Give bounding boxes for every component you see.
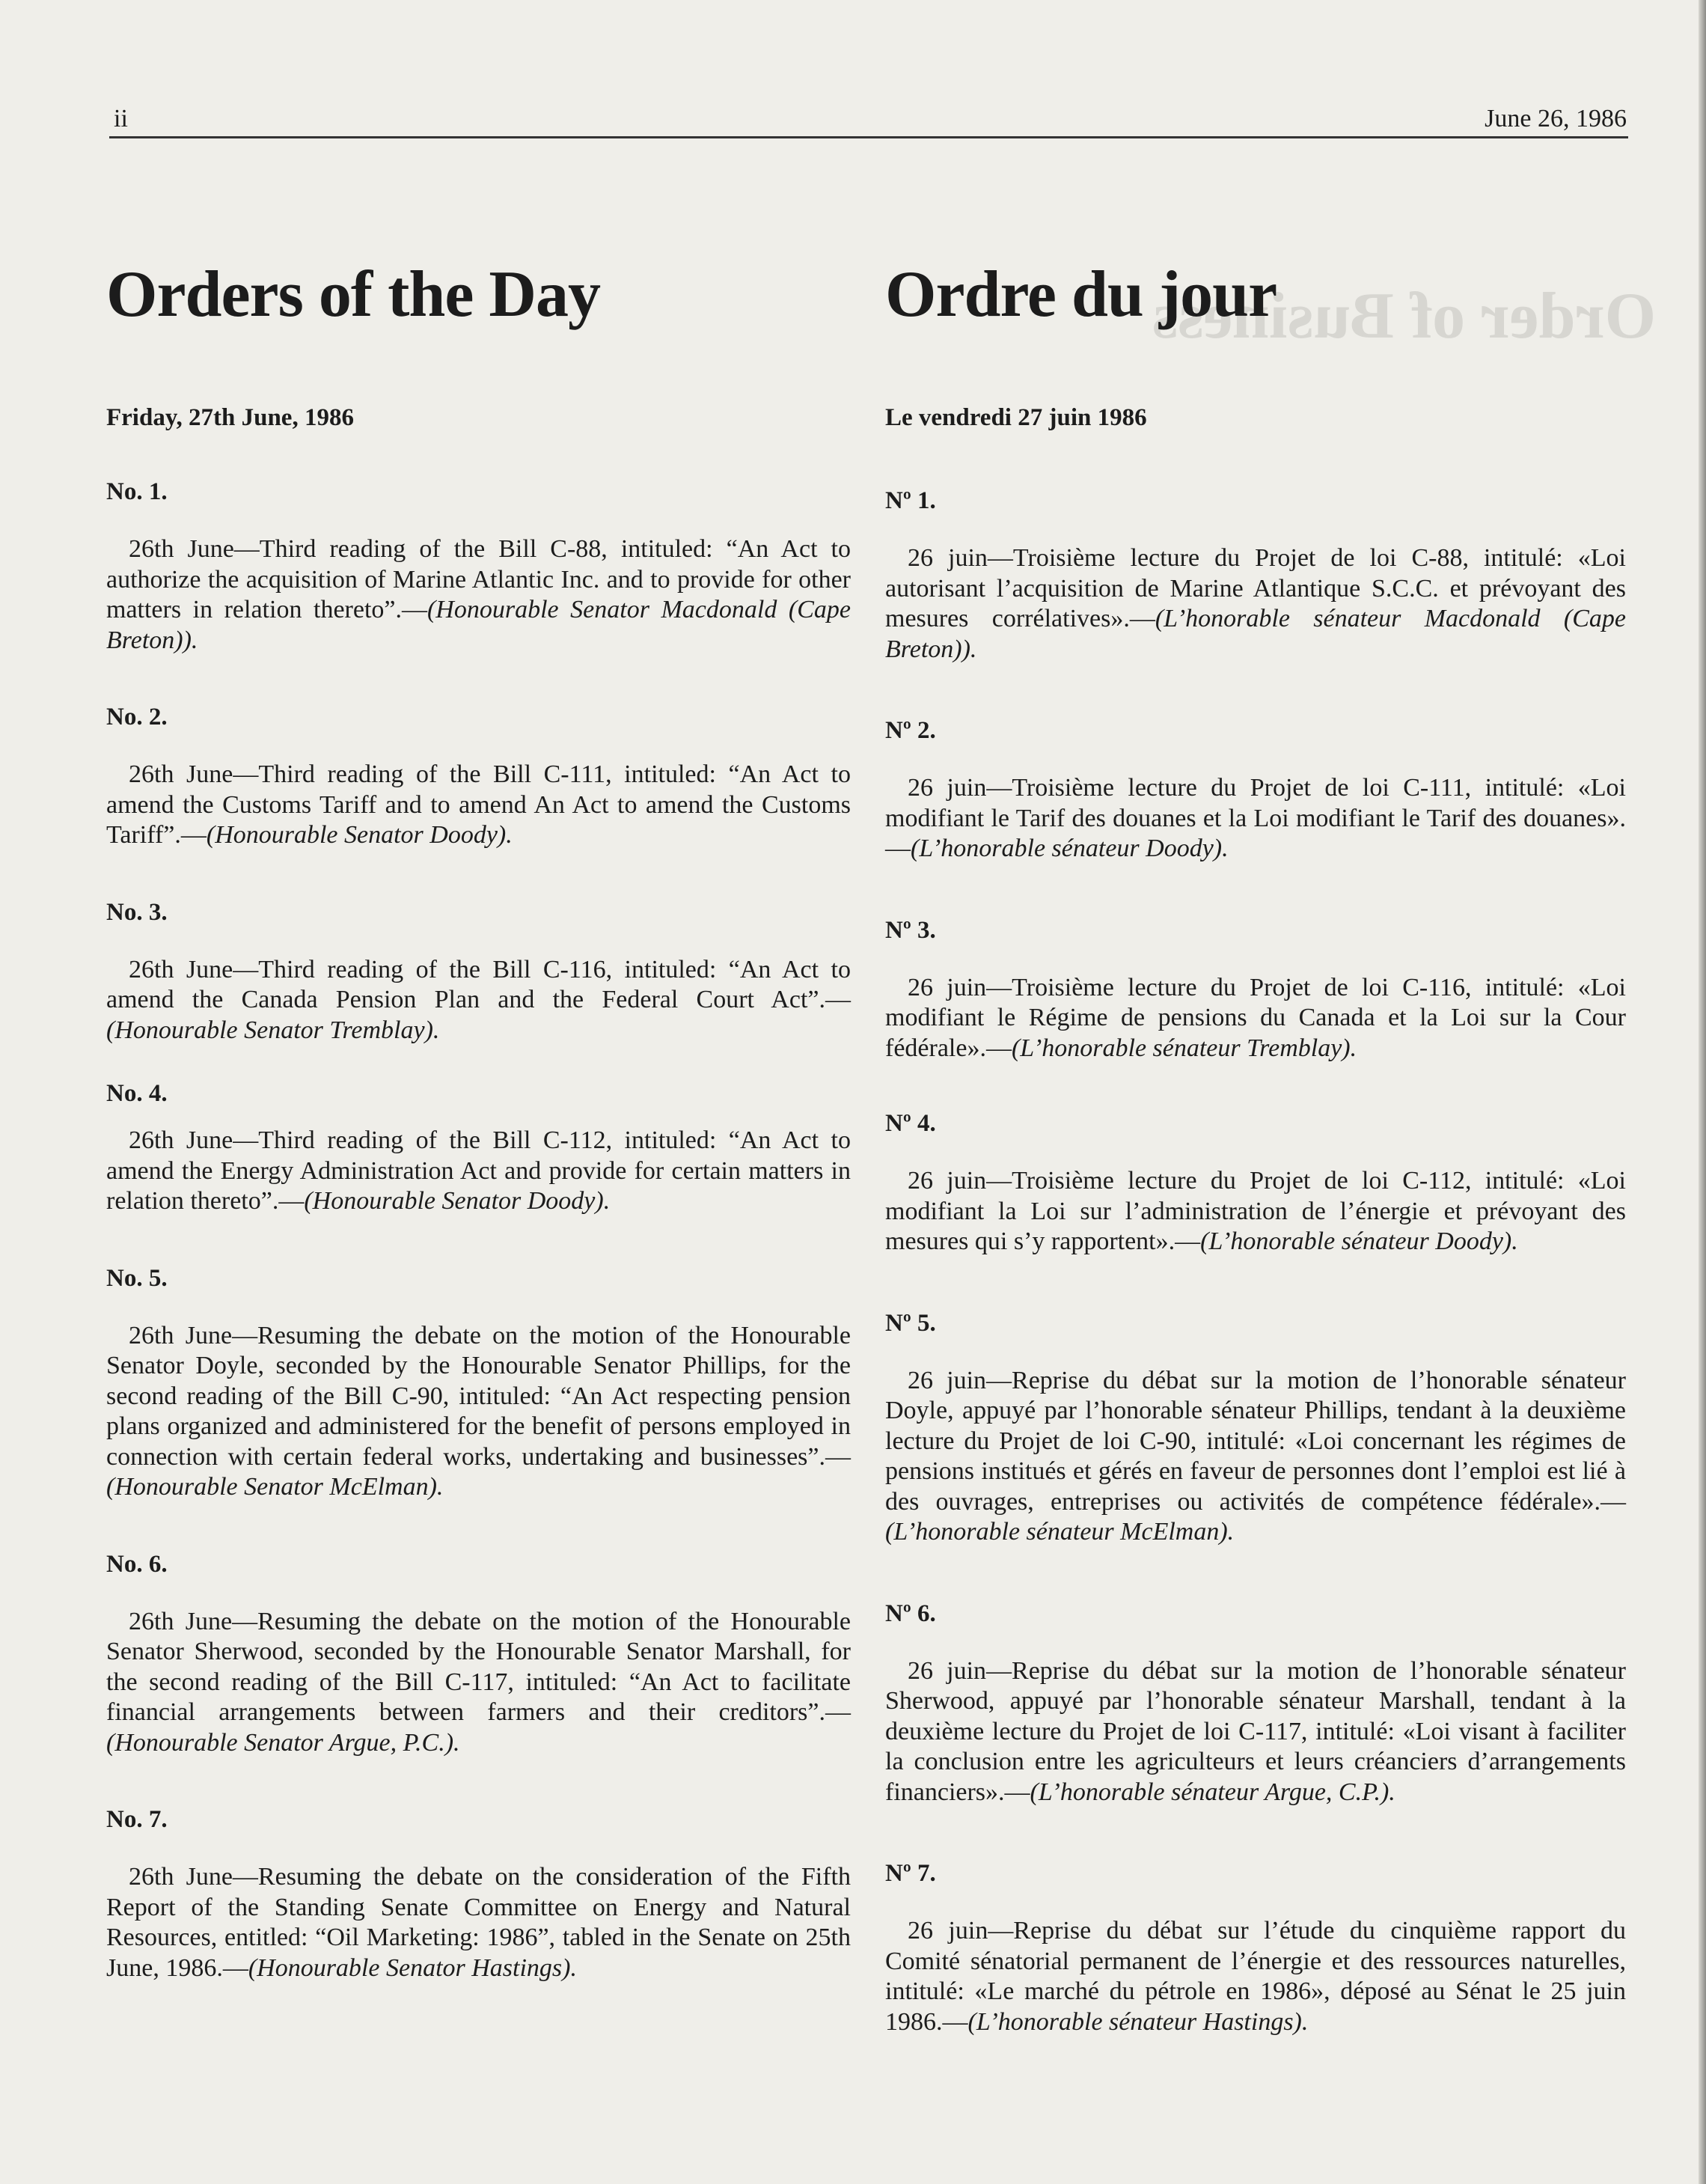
item-number: Nº 2. (885, 717, 936, 744)
item-sponsor: (Honourable Senator Hastings). (248, 1953, 577, 1982)
sitting-date-english: Friday, 27th June, 1986 (106, 404, 354, 431)
item-sponsor: (L’honorable sénateur Macdonald (Cape Breton)). (885, 605, 1626, 663)
item-sponsor: (Honourable Senator Doody). (206, 821, 513, 849)
item-number: No. 3. (106, 898, 168, 926)
item-sponsor: (L’honorable sénateur Tremblay). (1011, 1034, 1357, 1062)
item-text: 26th June—Resuming the debate on the motion of the Honourable Senator Sherwood, seconded by the Honourable Senator Marshall, for the second reading of the Bill C-117, intituled: “An Act to facilitate financial arrangements between farmers and their creditors”.—(Honourable Senator Argue, P.C.). (106, 1607, 851, 1757)
bleed-through-text: Order of Business (1152, 280, 1657, 353)
page-title-english: Orders of the Day (106, 258, 600, 331)
sitting-date-french: Le vendredi 27 juin 1986 (885, 404, 1147, 431)
item-text: 26th June—Third reading of the Bill C-111, intituled: “An Act to amend the Customs Tariff and to amend An Act to amend the Customs Tariff”.—(Honourable Senator Doody). (106, 760, 851, 849)
item-text: 26 juin—Reprise du débat sur la motion de l’honorable sénateur Sherwood, appuyé par l’honorable sénateur Marshall, tendant à la deuxième lecture du Projet de loi C-117, intitulé: «Loi visant à faciliter la conclusion entre les agriculteurs et leurs créanciers d’arrangements financiers».—(L’honorable sénateur Argue, C.P.). (885, 1656, 1626, 1806)
item-text: 26 juin—Troisième lecture du Projet de loi C-116, intitulé: «Loi modifiant le Régime de pensions du Canada et la Loi sur la Cour fédérale».—(L’honorable sénateur Tremblay). (885, 973, 1626, 1062)
item-number: Nº 4. (885, 1110, 936, 1137)
item-text: 26th June—Third reading of the Bill C-88, intituled: “An Act to authorize the acquisition of Marine Atlantic Inc. and to provide for other matters in relation thereto”.—(Honourable Senator Macdonald (Cape Breton)). (106, 535, 851, 654)
item-sponsor: (L’honorable sénateur McElman). (885, 1518, 1235, 1546)
item-text: 26th June—Resuming the debate on the motion of the Honourable Senator Doyle, seconded by the Honourable Senator Phillips, for the second reading of the Bill C-90, intituled: “An Act respecting pension plans organized and administered for the benefit of persons employed in connection with certain federal works, undertaking and businesses”.—(Honourable Senator McElman). (106, 1321, 851, 1501)
item-sponsor: (L’honorable sénateur Doody). (911, 835, 1229, 862)
french-column (885, 258, 1626, 2037)
item-number: No. 2. (106, 704, 168, 730)
english-column (106, 258, 851, 1983)
page-edge-shadow (1699, 0, 1706, 2184)
item-text: 26th June—Resuming the debate on the consideration of the Fifth Report of the Standing Senate Committee on Energy and Natural Resources, entitled: “Oil Marketing: 1986”, tabled in the Senate on 25th June, 1986.—(Honourable Senator Hastings). (106, 1863, 851, 1982)
item-sponsor: (L’honorable sénateur Hastings). (967, 2007, 1309, 2036)
item-sponsor: (L’honorable sénateur Doody). (1200, 1227, 1518, 1255)
item-number: Nº 5. (885, 1309, 936, 1337)
item-sponsor: (Honourable Senator Tremblay). (106, 1016, 440, 1044)
item-sponsor: (Honourable Senator Doody). (304, 1187, 611, 1215)
item-number: Nº 1. (885, 487, 936, 514)
item-sponsor: (Honourable Senator Argue, P.C.). (106, 1728, 460, 1757)
item-number: No. 7. (106, 1806, 168, 1833)
item-sponsor: (Honourable Senator Macdonald (Cape Breton)). (106, 596, 851, 654)
item-text: 26 juin—Troisième lecture du Projet de loi C-88, intitulé: «Loi autorisant l’acquisition de Marine Atlantique S.C.C. et prévoyant des mesures corrélatives».—(L’honorable sénateur Macdonald (Cape Breton)). (885, 544, 1626, 663)
item-number: Nº 6. (885, 1599, 936, 1627)
item-number: No. 1. (106, 478, 168, 505)
item-number: Nº 3. (885, 916, 936, 944)
item-text: 26th June—Third reading of the Bill C-116, intituled: “An Act to amend the Canada Pension Plan and the Federal Court Act”.—(Honourable Senator Tremblay). (106, 955, 851, 1044)
item-text: 26 juin—Troisième lecture du Projet de loi C-112, intitulé: «Loi modifiant la Loi sur l’administration de l’énergie et prévoyant des mesures qui s’y rapportent».—(L’honorable sénateur Doody). (885, 1167, 1626, 1255)
header-date: June 26, 1986 (1485, 105, 1627, 132)
item-text: 26th June—Third reading of the Bill C-112, intituled: “An Act to amend the Energy Administration Act and provide for certain matters in relation thereto”.—(Honourable Senator Doody). (106, 1126, 851, 1215)
item-number: No. 6. (106, 1550, 168, 1578)
item-number: Nº 7. (885, 1860, 936, 1887)
item-text: 26 juin—Troisième lecture du Projet de loi C-111, intitulé: «Loi modifiant le Tarif des douanes et la Loi modifiant le Tarif des douanes».—(L’honorable sénateur Doody). (885, 774, 1626, 862)
page-number: ii (114, 105, 128, 132)
page-header (109, 102, 1628, 138)
item-number: No. 4. (106, 1080, 168, 1107)
item-sponsor: (L’honorable sénateur Argue, C.P.). (1030, 1778, 1395, 1806)
item-number: No. 5. (106, 1264, 168, 1292)
page-title-french: Ordre du jour (885, 258, 1277, 331)
item-sponsor: (Honourable Senator McElman). (106, 1473, 444, 1501)
item-text: 26 juin—Reprise du débat sur la motion de l’honorable sénateur Doyle, appuyé par l’honorable sénateur Phillips, tendant à la deuxième lecture du Projet de loi C-90, intitulé: «Loi concernant les régimes de pensions institués et gérés en faveur de personnes dont l’emploi est lié à des ouvrages, entreprises ou activités de compétence fédérale».—(L’honorable sénateur McElman). (885, 1366, 1626, 1546)
item-text: 26 juin—Reprise du débat sur l’étude du cinquième rapport du Comité sénatorial permanent de l’énergie et des ressources naturelles, intitulé: «Le marché du pétrole en 1986», déposé au Sénat le 25 juin 1986.—(L’honorable sénateur Hastings). (885, 1917, 1626, 2036)
